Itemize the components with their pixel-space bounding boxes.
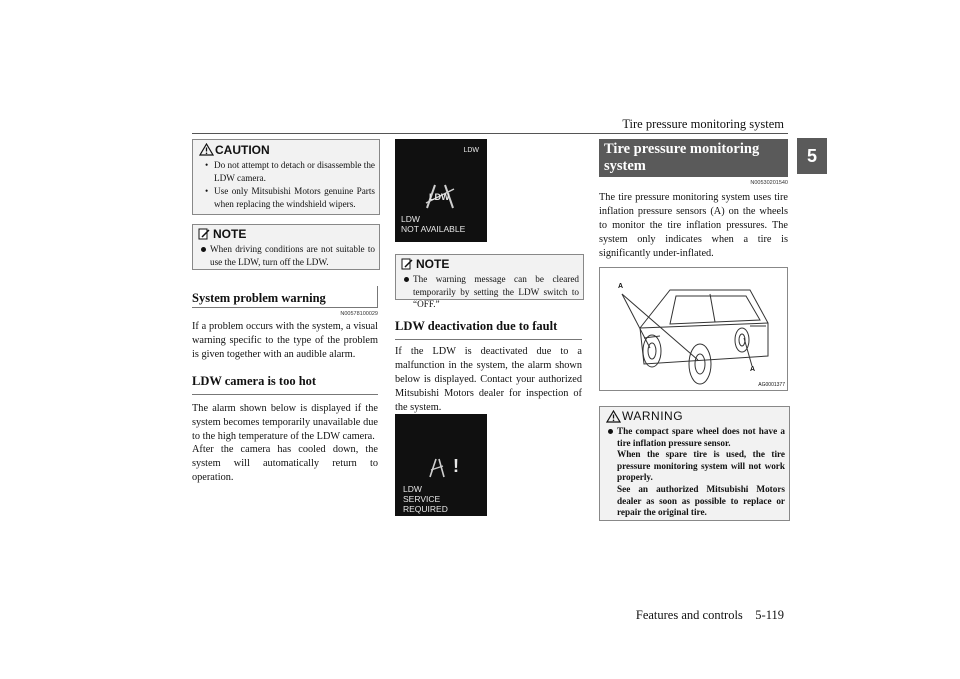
display-exclaim-mark: ! <box>453 456 459 476</box>
ldw-service-required-display <box>395 414 487 516</box>
figure-label-a: A <box>750 366 756 373</box>
header-divider <box>192 133 788 134</box>
note-item: The warning message can be cleared temporarily by setting the LDW switch to “OFF.” <box>396 271 583 311</box>
vehicle-sensor-illustration <box>600 268 787 390</box>
caution-title: CAUTION <box>215 142 270 157</box>
note-header <box>193 225 379 241</box>
display-line-1: LDW <box>403 484 422 494</box>
section-id: N00578100029 <box>340 311 378 317</box>
heading-camera-hot: LDW camera is too hot <box>192 374 317 388</box>
section-heading: Tire pressure monitoring system <box>604 141 760 174</box>
warning-triangle-icon <box>199 143 214 156</box>
section-title: Tire pressure monitoring system <box>622 117 784 131</box>
vehicle-figure <box>599 267 788 391</box>
figure-label-a: A <box>618 283 624 290</box>
warning-box <box>599 406 790 521</box>
system-problem-body: If a problem occurs with the system, a visual warning specific to the type of the problem is given together with an audible alarm. <box>192 321 378 360</box>
heading-rule <box>395 339 582 340</box>
display-icon-text: LDW <box>429 192 450 202</box>
deactivation-body: If the LDW is deactivated due to a malfunction in the system, the alarm shown below is displayed. Contact your authorized Mitsubishi Motors dealer for inspection of the system. <box>395 346 582 413</box>
heading-rule <box>192 394 378 395</box>
section-id: N00530201540 <box>750 180 788 186</box>
note-box-1 <box>192 224 380 270</box>
tire-pressure-body: The tire pressure monitoring system uses tire inflation pressure sensors (A) on the wheels to monitor the tire inflation pressures. The system only indicates when a tire is significantly under-inflated. <box>599 192 788 259</box>
heading-system-problem: System problem warning <box>192 291 326 305</box>
note-pencil-icon <box>401 258 413 270</box>
lane-warning-icon <box>427 458 447 478</box>
heading-rule <box>192 307 378 308</box>
display-line-2: NOT AVAILABLE <box>401 224 466 234</box>
rule-tick <box>377 286 378 307</box>
display-corner-label: LDW <box>463 147 479 154</box>
warning-title: WARNING <box>622 409 684 423</box>
display-line-1: LDW <box>401 214 420 224</box>
warning-triangle-icon <box>606 410 621 423</box>
camera-hot-body-2: After the camera has cooled down, the system will automatically return to operation. <box>192 444 378 483</box>
note-title: NOTE <box>213 227 247 241</box>
heading-ldw-deactivation: LDW deactivation due to fault <box>395 319 558 333</box>
figure-code: AG0001377 <box>758 382 785 388</box>
camera-hot-body-1: The alarm shown below is displayed if the system becomes temporarily unavailable due to the high temperature of the LDW camera. <box>192 403 378 442</box>
caution-item: • Use only Mitsubishi Motors genuine Parts when replacing the windshield wipers. <box>205 186 375 209</box>
warning-item: The compact spare wheel does not have a tire inflation pressure sensor. When the spare tire is used, the tire pressure monitoring system will not work properly. See an authorized Mitsubishi Motors dealer as soon as possible to replace or repair the original tire. <box>600 423 789 519</box>
note-box-2 <box>395 254 584 309</box>
caution-box <box>192 139 380 215</box>
note-pencil-icon <box>198 228 210 240</box>
ldw-not-available-display <box>395 139 487 242</box>
page-footer: Features and controls 5-119 <box>635 608 784 622</box>
note-title: NOTE <box>416 257 450 271</box>
caution-header <box>193 140 379 157</box>
chapter-tab: 5 <box>797 138 827 174</box>
note-item: When driving conditions are not suitable to use the LDW, turn off the LDW. <box>193 241 379 268</box>
note-header <box>396 255 583 271</box>
section-heading-bar <box>599 139 788 177</box>
caution-item: • Do not attempt to detach or disassemble the LDW camera. <box>205 160 375 183</box>
display-line-2: SERVICE REQUIRED <box>403 494 448 514</box>
warning-header <box>600 407 789 423</box>
